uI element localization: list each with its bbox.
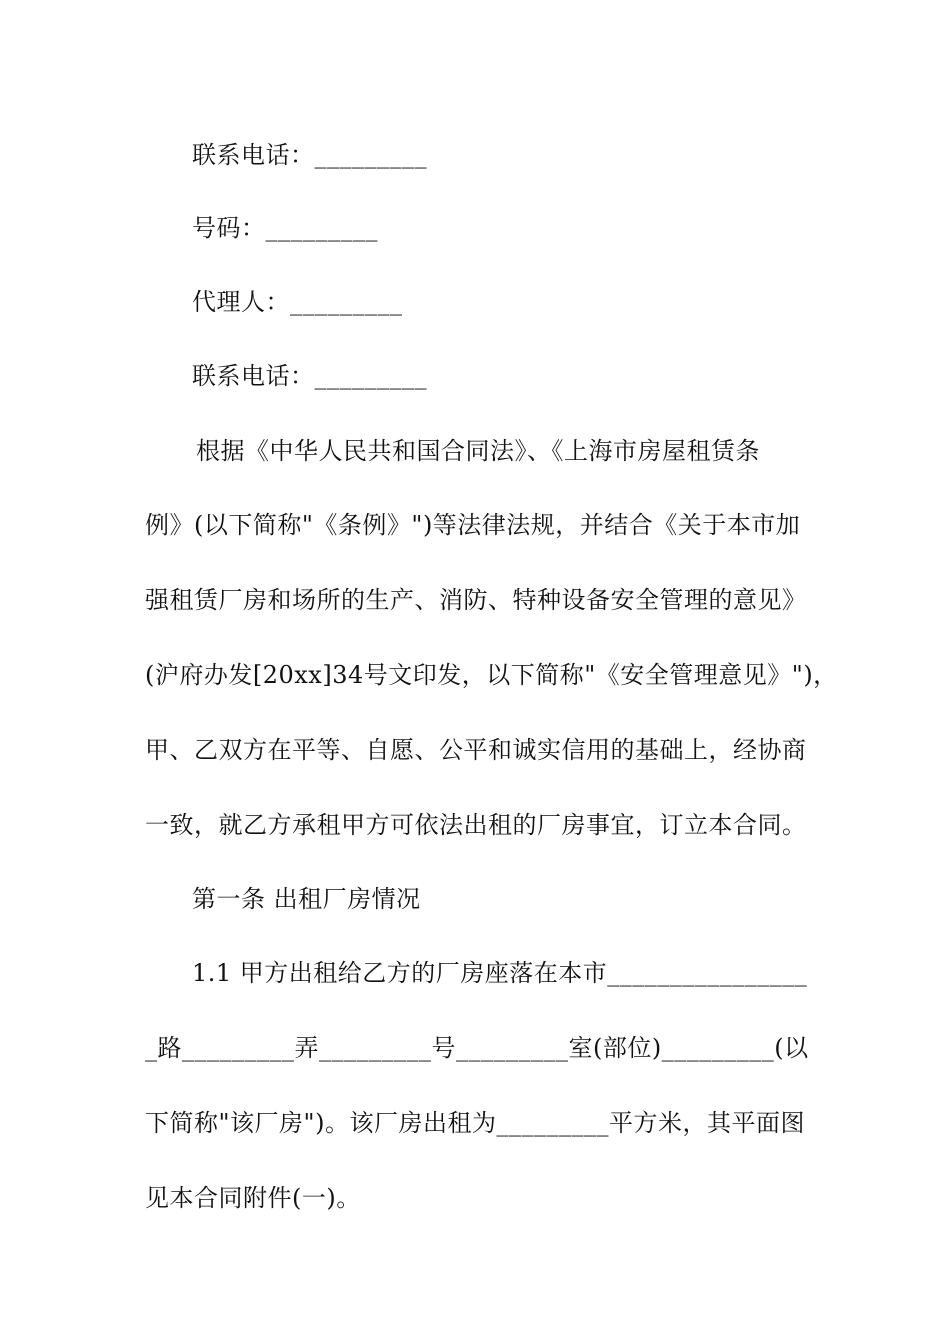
contact-phone-line: 联系电话：_________ xyxy=(192,141,427,169)
clause-1-1-line-3: 下简称"该厂房")。该厂房出租为_________平方米，其平面图 xyxy=(145,1109,805,1137)
article-1-heading: 第一条 出租厂房情况 xyxy=(192,885,421,913)
clause-1-1-line-1: 1.1 甲方出租给乙方的厂房座落在本市________________ xyxy=(192,959,808,987)
preamble-line-5: 甲、乙双方在平等、自愿、公平和诚实信用的基础上，经协商 xyxy=(145,736,807,764)
preamble-line-1: 根据《中华人民共和国合同法》、《上海市房屋租赁条 xyxy=(196,437,760,465)
clause-1-1-line-4: 见本合同附件(一)。 xyxy=(145,1184,361,1212)
agent-phone-line: 联系电话：_________ xyxy=(192,362,427,390)
clause-1-1-line-2: _路_________弄_________号_________室(部位)_________(以 xyxy=(145,1034,809,1062)
preamble-line-6: 一致，就乙方承租甲方可依法出租的厂房事宜，订立本合同。 xyxy=(145,811,807,839)
preamble-line-3: 强租赁厂房和场所的生产、消防、特种设备安全管理的意见》 xyxy=(145,586,807,614)
preamble-line-4: (沪府办发[20xx]34号文印发，以下简称"《安全管理意见》")， xyxy=(145,661,838,689)
number-line: 号码：_________ xyxy=(192,214,378,242)
agent-line: 代理人：_________ xyxy=(192,288,403,316)
preamble-line-2: 例》(以下简称"《条例》")等法律法规，并结合《关于本市加 xyxy=(145,511,801,539)
